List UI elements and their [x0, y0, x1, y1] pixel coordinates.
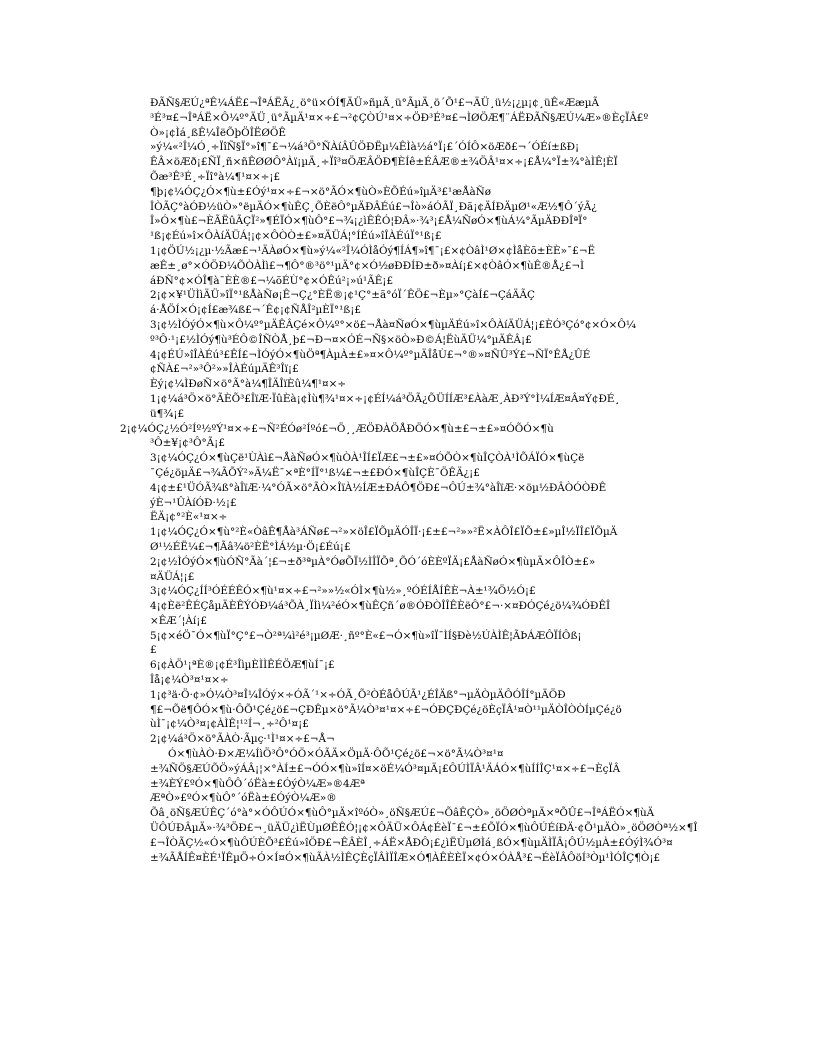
text-line: ¢ÑÀ£¬²»³Ô²»»ÎÀÉúµÄÊ³Îï¡£	[150, 363, 299, 376]
text-line: ±¾ÈÝ£ºÓ×¶ùÔÔ´óËà±£ÓýÒ¼Æ»®4Æª	[150, 777, 365, 790]
text-line: »ý¼«²Î¼Ó¸÷ÏîÑ§Ï°»î¶¯£¬¼á³Ö°ÑÀíÂÛÖÐËµ¼ÊÌà½á°Ï¡£´ÓÍÔ×öÆð£¬´ÓÉí±ßÐ¡	[150, 141, 580, 154]
text-line: £¬ÎÒÃÇ½«Ó×¶ùÔÚÈÕ³£Éú»îÖÐ£¬ÊÂÈÎ¸÷ÁË×ÅÐÔ¡£¿ìËÙµØÌá¸ßÓ×¶ùµÄÌÏÂ¡ÔÚ½µÀ±£ÓýÌ¾Ó³¤	[150, 836, 673, 849]
text-line: ýÈ¬¹ÛÀíÓÐ·½¡£	[150, 496, 237, 509]
text-line: 6¡¢ÀÖ¹¡ªÈ®¡¢É³ÎìµÈÌÌÊÉÖÆ¶ùÍ¯¡£	[150, 659, 335, 672]
text-line: Îå¡¢¼Ò³¤¹¤×÷	[150, 674, 229, 687]
text-line: 3¡¢¼ÓÇ¿Ó×¶ùÇë¹ÙÀì£¬ÅàÑøÓ×¶ùÒÀ¹ÎÍ£ÏÆ£¬±£»¤ÓÕÒ×¶ùÎÇÒÀ¹ÌÕÁÏÓ×¶ùÇë	[150, 452, 585, 465]
text-line: Õâ¸öÑ§ÆÚÊÇ´ó°à°×ÓÔÚÓ×¶ùÔ°µÄ×îºóÒ»¸öÑ§ÆÚ£¬ÕâÊÇÒ»¸öÖØÒªµÄ×ªÕÛ£¬ÎªÁËÓ×¶ùÄ	[150, 807, 655, 820]
text-line: 4¡¢ÉÚ»îÎÀÉú³£ÊÍ£¬ÌÓýÓ×¶ùÖª¶ÀµÀ±£»¤×Ô¼º°µÄÎåÙ£¬°®»¤ÑÛ³Ý£¬ÑÏ°ÊÅ¿ÛÉ	[150, 348, 591, 361]
text-line: ¯Çé¿öµÄ£¬¾ÃÕÝ²»Ä¼Ë¯×ªÈ°ÍÏ°¹ß¼£¬±£ÐÓ×¶ùÎÇÈ¯ÖÊÄ¿¡£	[150, 466, 480, 479]
text-line: ¶þ¡¢¼ÓÇ¿Ó×¶ù±£Óý¹¤×÷£¬×ö°ÃÓ×¶ùÒ»ÈÕÉú»îµÄ³£¹æÅàÑø	[150, 185, 492, 198]
text-line: ÎÒÃÇ°àÓÐ½üÒ»°ëµÄÓ×¶ùÊÇ¸ÕÈëÔ°µÄÐÂÉú£¬Îò»áÓÃÏ¸Ðã¡¢ÄÍÐÄµØ¹«Æ½¶Ô´ýÃ¿	[150, 200, 597, 213]
text-line: Î»Ó×¶ù£¬ÈÃËûÃÇÏ²»¶ÉÏÓ×¶ùÔ°£¬¾¡¿ìÊÊÓ¦ÐÂ»·¾³¡£Å¼ÑøÓ×¶ùÁ¼°ÃµÄÐÐÎªÏ°	[150, 215, 588, 228]
text-line: 2¡¢½ÌÓýÓ×¶ùÓÑ°Ãà´¦£¬±ð³ªµÀ°ÓøÕÏ½ÌÎÏÕª¸ÕÓ´óÈÈºÏÄ¡£ÅàÑøÓ×¶ùµÄ×ÔÎÒ±£»	[150, 555, 596, 568]
text-line: 1¡¢ÖÚ½¡¿µ·½Ãæ£¬¹ÄÀøÓ×¶ù»ý¼«²Î¼ÓÌåÓý¶ÍÁ¶»î¶¯¡£×¢ÒâÌ¹Ø×¢ÌåÈõ±ÈÈ»¯£¬Ë	[150, 244, 596, 257]
text-line: ×ÊÆ´¦Àí¡£	[150, 614, 208, 627]
text-line: 4¡¢±£¹ÜÓÃ¾ß°àÎïÆ·¼°ÓÃ×ö°ÃÒ×ÎïÀ½ÍÆ±ÐÁÔ¶ÖÐ£¬ÔÚ±¾°àÎïÆ·×öµ½ÐÂÒÓÒÐÊ	[150, 481, 607, 494]
text-line: ËÄ¡¢°²È«¹¤×÷	[150, 511, 228, 524]
text-line: 3¡¢¼ÓÇ¿ÍÍ³ÓÉÉÊÓ×¶ù¹¤×÷£¬²»»½«ÓÌ×¶ù½»¸ºÓÉÍÅÍÊÈ¬À±¹¾Ö½Ó¡£	[150, 585, 536, 598]
text-line: Õæ³Ê³É¸÷Ïî°à¼¶¹¤×÷¡£	[150, 170, 281, 183]
text-line: ÐÃÑ§ÆÚ¿ªÊ¼ÁË£¬ÎªÁËÃ¿¸ö°ü×ÓÍ¶ÄÜ»ñµÃ¸ü°ÃµÄ¸ö´Õ¹£¬ÄÜ¸ü½¡¿µ¡¢¸üÊ«ÆæµÃ	[150, 97, 600, 109]
text-line: ³É³¤£¬ÎªÁË×Ô¼º°ÄÜ¸ü°ÃµÄ¹¤×÷£¬²¢ÇÒÚ¹¤×÷ÖÐ³É³¤£¬ÌØÖÆ¶¨ÁËÐÃÑ§ÆÚ¼Æ»®ÈçÏÂ£º	[150, 111, 649, 124]
text-line: ùÌ¯¡¢¼Ò³¤¡¢ÀÌÊ¦¹²Í¬¸÷²Ô¹¤¡£	[150, 718, 309, 731]
text-line: ¶£¬Õë¶ÔÓ×¶ù·ÔÕ¹Çé¿ö£¬ÇÐÊµ×ö°Ã¼Ò³¤¹¤×÷£¬ÓÐÇÐÇé¿öÈçÏÂ¹¤Ò¹¹µÄÒÎÒÒÍµÇé¿ö	[150, 703, 622, 716]
text-line: Ó×¶ùÀÒ·Ð×Æ¼ÍìÖ³Ô°ÓÖ×ÓÃÄ×ÖµÄ·ÔÕ¹Çé¿ö£¬×ö°Ã¼Ò³¤¹¤	[168, 748, 504, 761]
text-line: 1¡¢¼ÓÇ¿Ó×¶ù°²È«ÒâÊ¶Åà³ÁÑø£¬²»×öÎ£ÏÕµÄÓÎÏ·¡£±£¬²»»²Ë×ÀÔÎ£ÏÕ±£»µÎ½ÏÎ£ÏÕµÄ	[150, 526, 618, 539]
text-line: ³Ô±¥¡¢³Ô°Ã¡£	[150, 437, 225, 450]
text-line: Èý¡¢¼ÌÐøÑ×ö°Ã°à¼¶ÎÄÎïÈû¼¶¹¤×÷	[150, 378, 347, 391]
text-line: ÜÔÚÐÂµÄ»·¾³ÖÐ£¬¸üÄÜ¿ìËÙµØÊÊÓ¦¡¢×ÔÄÜ×ÔÁ¢ÉèÏ¯£¬±£ÕÏÓ×¶ùÔÚÉíÐÄ·¢Õ¹µÄÒ»¸öÖØÒª½×¶Î	[150, 822, 698, 835]
text-line: 4¡¢Èë²ÊÉÇåµÄÈÊÝÓÐ¼á³ÕÀ¸ÏÌì¼²éÓ×¶ùÊÇñ´ø®ÓÐÒÎÎÊÈëÔ°£¬·×¤ÐÓÇé¿ö¼¾ÓÐÊÎ	[150, 600, 611, 613]
text-line: ÊÂ×öÆð¡£ÑÏ¸ñ×ñÊØØÔ°Àï¡µÄ¸÷Ïî³¤ÖÆÂÖÐ¶ÈÍê±ÉÂÆ®±¾ÖÂ¹¤×÷¡£Å¼°Ï±¾°àÌÊ¦ÈÏ	[150, 156, 618, 169]
text-line: ü¶¾¡£	[150, 407, 185, 420]
text-line: ÆªÒ»£ºÓ×¶ùÔ°´óËà±£ÓýÒ¼Æ»®	[150, 792, 337, 805]
text-line: £	[150, 644, 157, 657]
text-line: á·ÅÖÍ×Ó¡¢Í£æ¾ß£¬´Ê¢¡¢ÑÅÎ²µÈÏ°¹ß¡£	[150, 304, 362, 317]
text-line: æÊ±¸ø°×ÓÖÐ¼ÕÒÀÌì£¬¶Ô°®³ö°¹µÄ°¢×Ó½øÐÐÍÐ±ð»¤Àí¡£×¢ÒâÓ×¶ùÊ®Å¿£¬Ì	[150, 259, 585, 272]
text-line: Ø¹½ÉË¼£¬¶Ãâ¾ö²ÈË°ÌÁ½µ·Ö¡£Éú¡£	[150, 540, 351, 553]
text-line: 2¡¢¼á³Ö×ö°ÃÀÒ·Ãµç·¹Ì¹¤×÷£¬Å¬	[150, 733, 335, 746]
text-line: 2¡¢¼ÓÇ¿½Ó²Íº½ºÝ¹¤×÷£¬Ñ²ÉÓø²Íºó£¬Ö¸¸ÆÖÐÀÖÅÐÖÓ×¶ù±£¬±£»¤ÓÕÓ×¶ù	[120, 422, 554, 435]
text-line: 2¡¢×¥¹ÜÌìÄÜ»îÏ°¹ßÅàÑø¡Ê¬Ç¿°ÈË®¡¢¹Ç°±ã°óÏ´ÊÖ£¬Èµ»°ÇàÍ£¬ÇáÄÃÇ	[150, 289, 535, 302]
text-line: 3¡¢½ÌÓýÓ×¶ù×Ô¼º°µÄÊÂÇé×Ô¼º°×ö£¬Åà¤ÑøÓ×¶ùµÄÉú»î×ÔÀíÄÜÁ¦¡£ÈÓ³Çó°¢×Ó×Ô¼	[150, 318, 636, 331]
text-line: ¹ß¡¢Éú»î×ÔÀíÄÜÁ¦¡¢×ÔÒÒ±£»¤ÄÜÁ¦°ÍÉú»îÎÀÉúÏ°¹ß¡£	[150, 230, 442, 243]
text-line: Ò»¡¢Ìá¸ßÊ¼ÎëÕþÖÎËØÖÊ	[150, 126, 287, 139]
text-line: ±¾ÃÅÍÊ¤ÈÉ¹ÏÊµÖ÷Ó×Í¤Ó×¶ùÃÀ½ÌÊÇÈçÏÂÌÏÎÆ×Ó¶ÀÊÈÈÏ×¢Ó×ÓÀÅ³£¬ÉèÏÂÔöÍ³Òµ¹ÌÓÎÇ¶Ò¡£	[150, 851, 661, 864]
text-line: ±¾ÑÖ§ÆÚÕÖ»ýÁÂ¡¦×°ÀÍ±£¬ÓÓ×¶ù»îÍ¤×öÉ¼Ó³¤µÄ¡£ÔÚÌÏÂ¹ÄÁÓ×¶ùÍÍÎÇ¹¤×÷£¬ÈçÏÂ	[150, 762, 621, 775]
document-body	[120, 96, 700, 865]
text-line: 5¡¢×éÖ¯Ó×¶ùÏ°Ç°£¬Ò²ª¼ì²é³¡µØÆ·¸ñº°È«£¬Ó×¶ù»îÏ¯ÌÍ§Ðè½ÚÀÌÊ¦ÃÞÁÆÔÏÍÔß¡	[150, 629, 582, 642]
text-line: 1¡¢¼á³Ö×ö°ÃÈÕ³£ÎïÆ·ÏûÈà¡¢Ìù¶¾¹¤×÷¡¢ÉÍ¼á³ÖÃ¿ÕÜÍÍÆ³£ÀàÆ¸ÀÐ³Ý°Ì¼ÍÆ¤Â¤Ý¢ÐÉ¸	[150, 392, 620, 405]
text-line: 1¡¢³ä·Ö·¢»Ó¼Ò³¤Î¼ÎÓý×÷ÓÃ´¹×÷ÓÃ¸Õ²ÒÉåÔÚÃ¹¿ÉÎÄß°¬µÄÒµÄÔÓÎÍ°µÄÖÐ	[150, 688, 566, 701]
text-line: º³Ô·¹¡£½ÌÓý¶ù³ÉÔ©ÎÑÒÅ¸þ£¬Ð¬¤×ÓÉ¬Ñ§×öÒ»Ð©Á¦ËùÄÜ¼°µÄÊÂ¡£	[150, 333, 532, 346]
text-line: áÐÑ°¢×ÓÎ¶à¯ÈÈ®£¬¼õÉÙ°¢×ÓÊú²¡»ú¹ÃÊ¡£	[150, 274, 394, 287]
text-line: ¤ÄÜÁ¦¡£	[150, 570, 195, 583]
